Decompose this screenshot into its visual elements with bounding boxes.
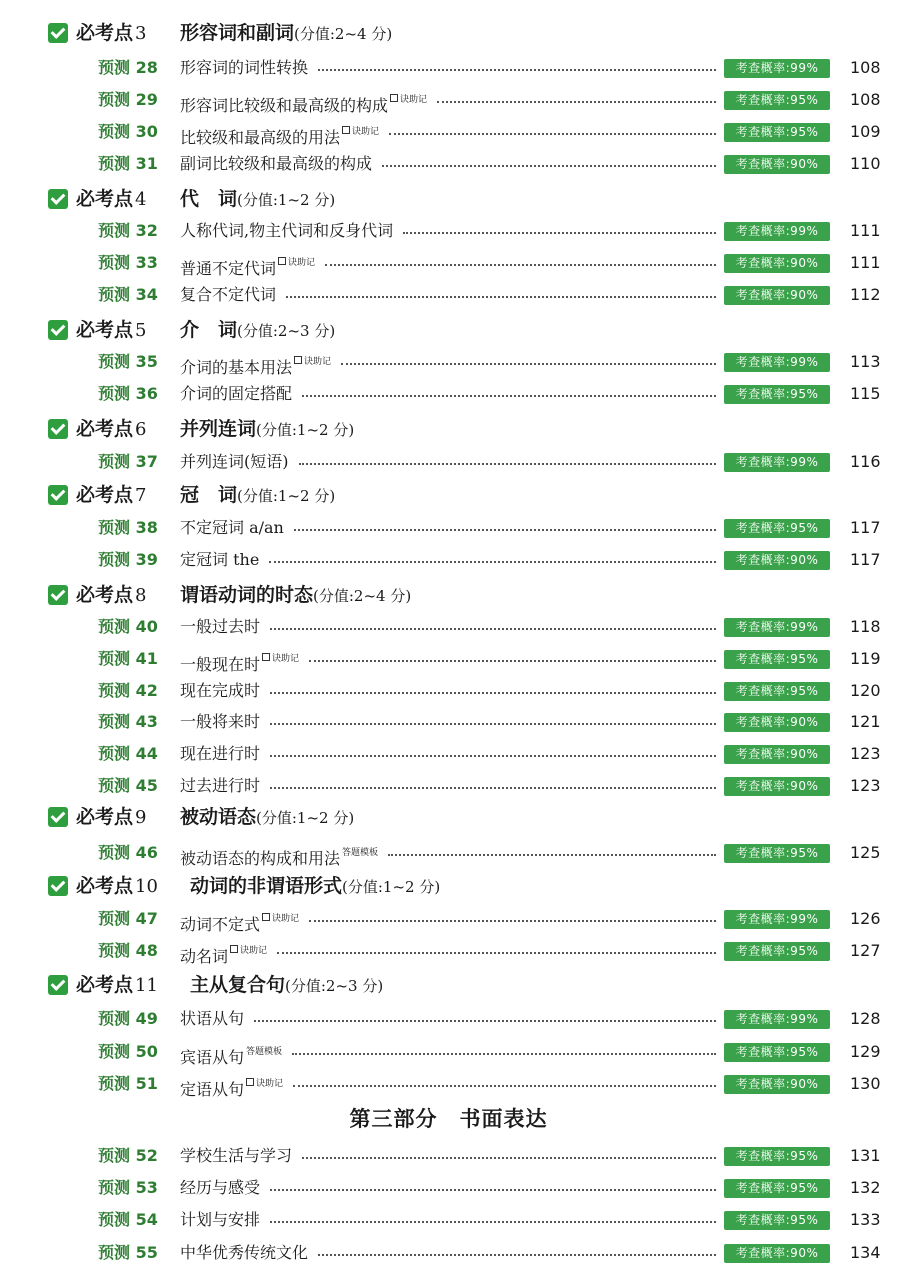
page-number: 127 xyxy=(850,941,881,960)
entry-title-text: 介词的基本用法 xyxy=(180,358,293,377)
prediction-number: 预测 39 xyxy=(98,550,158,569)
section-heading xyxy=(0,968,897,1002)
dot-leader xyxy=(318,1254,716,1256)
dot-leader xyxy=(254,1020,716,1022)
toc-entry[interactable] xyxy=(0,85,897,115)
probability-badge: 考查概率:90% xyxy=(724,1075,830,1094)
page-number: 119 xyxy=(850,649,881,668)
entry-title-text: 动名词 xyxy=(180,947,229,966)
probability-badge: 考查概率:95% xyxy=(724,682,830,701)
section-heading xyxy=(0,578,897,612)
page-number: 121 xyxy=(850,712,881,731)
entry-title-text: 比较级和最高级的用法 xyxy=(180,128,341,147)
page-number: 131 xyxy=(850,1146,881,1165)
probability-badge: 考查概率:90% xyxy=(724,745,830,764)
prediction-number: 预测 54 xyxy=(98,1210,158,1229)
entry-title-text: 计划与安排 xyxy=(180,1210,261,1229)
section-number: 3 xyxy=(135,23,147,44)
entry-title xyxy=(180,904,299,940)
entry-title xyxy=(180,53,308,83)
entry-title xyxy=(180,85,427,121)
section-heading xyxy=(0,800,897,834)
section-label xyxy=(76,578,146,613)
probability-badge: 考查概率:99% xyxy=(724,222,830,241)
checkbox-icon xyxy=(48,807,68,827)
page-number: 132 xyxy=(850,1178,881,1197)
page-number: 117 xyxy=(850,550,881,569)
section-number: 5 xyxy=(135,320,147,341)
page-number: 116 xyxy=(850,452,881,471)
section-label xyxy=(76,869,158,904)
entry-title xyxy=(180,117,379,153)
entry-title-text: 一般过去时 xyxy=(180,617,261,636)
probability-badge: 考查概率:95% xyxy=(724,942,830,961)
prediction-number: 预测 45 xyxy=(98,776,158,795)
entry-title xyxy=(180,545,259,575)
entry-title-text: 介词的固定搭配 xyxy=(180,384,293,403)
entry-title xyxy=(180,1238,308,1268)
mnemonic-tag: 诀助记 xyxy=(294,357,331,367)
entry-title-text: 复合不定代词 xyxy=(180,285,277,304)
probability-badge: 考查概率:95% xyxy=(724,1179,830,1198)
probability-badge: 考查概率:95% xyxy=(724,91,830,110)
toc-entry[interactable] xyxy=(0,644,897,674)
toc-entry[interactable] xyxy=(0,676,897,706)
dot-leader xyxy=(270,692,716,694)
section-score: (分值:1~2 分) xyxy=(342,878,441,896)
prediction-number: 预测 32 xyxy=(98,221,158,240)
toc-entry[interactable] xyxy=(0,447,897,477)
mnemonic-tag: 诀助记 xyxy=(390,95,427,105)
probability-badge: 考查概率:95% xyxy=(724,1043,830,1062)
prediction-number: 预测 53 xyxy=(98,1178,158,1197)
mnemonic-tag: 诀助记 xyxy=(230,946,267,956)
section-label xyxy=(76,412,146,447)
probability-badge: 考查概率:99% xyxy=(724,618,830,637)
mnemonic-tag: 诀助记 xyxy=(278,258,315,268)
mnemonic-tag: 答题模板 xyxy=(342,848,379,858)
section-title xyxy=(180,578,411,613)
entry-title-text: 状语从句 xyxy=(180,1009,245,1028)
part-three-heading: 第三部分 书面表达 xyxy=(349,1107,548,1131)
page-number: 113 xyxy=(850,352,881,371)
dot-leader xyxy=(292,1053,716,1055)
mnemonic-tag: 答题模板 xyxy=(246,1047,283,1057)
checkbox-icon xyxy=(48,320,68,340)
page-number: 112 xyxy=(850,285,881,304)
prediction-number: 预测 29 xyxy=(98,90,158,109)
dot-leader xyxy=(299,463,717,465)
entry-title xyxy=(180,707,260,737)
section-score: (分值:2~4 分) xyxy=(294,25,393,43)
toc-entry[interactable] xyxy=(0,771,897,801)
probability-badge: 考查概率:99% xyxy=(724,1010,830,1029)
dot-leader xyxy=(277,952,716,954)
toc-entry[interactable] xyxy=(0,53,897,83)
entry-title-text: 形容词比较级和最高级的构成 xyxy=(180,96,389,115)
dot-leader xyxy=(270,723,716,725)
entry-title-text: 定语从句 xyxy=(180,1080,245,1099)
entry-title xyxy=(180,513,284,543)
entry-title xyxy=(180,1037,282,1073)
section-heading xyxy=(0,182,897,216)
page-number: 126 xyxy=(850,909,881,928)
dot-leader xyxy=(302,1157,716,1159)
section-title-text: 冠 词 xyxy=(180,484,238,506)
toc-entry[interactable] xyxy=(0,1037,897,1067)
probability-badge: 考查概率:90% xyxy=(724,777,830,796)
section-title xyxy=(180,478,335,513)
toc-entry[interactable] xyxy=(0,739,897,769)
probability-badge: 考查概率:95% xyxy=(724,1147,830,1166)
entry-title-text: 学校生活与学习 xyxy=(180,1146,293,1165)
section-title-text: 谓语动词的时态 xyxy=(180,584,314,606)
prediction-number: 预测 28 xyxy=(98,58,158,77)
mnemonic-tag: 诀助记 xyxy=(342,127,379,137)
dot-leader xyxy=(403,232,716,234)
section-label xyxy=(76,800,146,835)
section-label xyxy=(76,182,146,217)
dot-leader xyxy=(325,264,716,266)
toc-entry[interactable] xyxy=(0,117,897,147)
page-number: 118 xyxy=(850,617,881,636)
prediction-number: 预测 38 xyxy=(98,518,158,537)
prediction-number: 预测 51 xyxy=(98,1074,158,1093)
toc-entry[interactable] xyxy=(0,1173,897,1203)
prediction-number: 预测 42 xyxy=(98,681,158,700)
page-number: 108 xyxy=(850,90,881,109)
probability-badge: 考查概率:95% xyxy=(724,650,830,669)
dot-leader xyxy=(302,395,716,397)
mnemonic-tag: 诀助记 xyxy=(246,1079,283,1089)
page-number: 134 xyxy=(850,1243,881,1262)
probability-badge: 考查概率:90% xyxy=(724,254,830,273)
section-number: 4 xyxy=(135,189,147,210)
section-title xyxy=(190,968,383,1003)
toc-entry[interactable] xyxy=(0,838,897,868)
section-label-text: 必考点 xyxy=(76,584,134,606)
entry-title xyxy=(180,447,289,477)
entry-title-text: 过去进行时 xyxy=(180,776,261,795)
checkbox-icon xyxy=(48,485,68,505)
prediction-number: 预测 44 xyxy=(98,744,158,763)
entry-title-text: 不定冠词 a/an xyxy=(180,518,284,537)
probability-badge: 考查概率:90% xyxy=(724,713,830,732)
section-number: 8 xyxy=(135,585,147,606)
section-title-text: 并列连词 xyxy=(180,418,257,440)
toc-entry[interactable] xyxy=(0,1238,897,1268)
section-heading xyxy=(0,869,897,903)
probability-badge: 考查概率:99% xyxy=(724,910,830,929)
entry-title-text: 定冠词 the xyxy=(180,550,260,569)
section-score: (分值:2~3 分) xyxy=(237,322,336,340)
entry-title-text: 一般将来时 xyxy=(180,712,261,731)
entry-title-text: 经历与感受 xyxy=(180,1178,261,1197)
probability-badge: 考查概率:99% xyxy=(724,353,830,372)
dot-leader xyxy=(286,296,716,298)
dot-leader xyxy=(294,529,716,531)
page-number: 111 xyxy=(850,221,881,240)
toc-entry[interactable] xyxy=(0,612,897,642)
probability-badge: 考查概率:95% xyxy=(724,1211,830,1230)
dot-leader xyxy=(293,1085,716,1087)
section-label-text: 必考点 xyxy=(76,418,134,440)
entry-title-text: 中华优秀传统文化 xyxy=(180,1243,309,1262)
page-number: 115 xyxy=(850,384,881,403)
checkbox-icon xyxy=(48,419,68,439)
section-number: 10 xyxy=(135,876,158,897)
toc-entry[interactable] xyxy=(0,1205,897,1235)
entry-title xyxy=(180,280,276,310)
probability-badge: 考查概率:95% xyxy=(724,844,830,863)
page-number: 123 xyxy=(850,776,881,795)
section-title-text: 介 词 xyxy=(180,319,238,341)
prediction-number: 预测 35 xyxy=(98,352,158,371)
checkbox-icon xyxy=(48,23,68,43)
toc-entry[interactable] xyxy=(0,936,897,966)
section-label-text: 必考点 xyxy=(76,319,134,341)
section-title xyxy=(180,182,335,217)
mnemonic-tag: 诀助记 xyxy=(262,914,299,924)
prediction-number: 预测 33 xyxy=(98,253,158,272)
section-score: (分值:2~3 分) xyxy=(285,977,384,995)
page-number: 108 xyxy=(850,58,881,77)
probability-badge: 考查概率:99% xyxy=(724,453,830,472)
entry-title xyxy=(180,644,299,680)
entry-title xyxy=(180,1069,283,1105)
dot-leader xyxy=(341,363,716,365)
dot-leader xyxy=(389,133,716,135)
section-label xyxy=(76,16,146,51)
entry-title xyxy=(180,771,260,801)
entry-title-text: 被动语态的构成和用法 xyxy=(180,849,341,868)
probability-badge: 考查概率:90% xyxy=(724,551,830,570)
toc-entry[interactable] xyxy=(0,248,897,278)
section-label-text: 必考点 xyxy=(76,22,134,44)
entry-title-text: 动词不定式 xyxy=(180,915,261,934)
section-score: (分值:2~4 分) xyxy=(313,587,412,605)
page-number: 111 xyxy=(850,253,881,272)
page-number: 110 xyxy=(850,154,881,173)
toc-entry[interactable] xyxy=(0,347,897,377)
section-label-text: 必考点 xyxy=(76,188,134,210)
probability-badge: 考查概率:99% xyxy=(724,59,830,78)
section-title-text: 主从复合句 xyxy=(190,974,286,996)
probability-badge: 考查概率:95% xyxy=(724,123,830,142)
prediction-number: 预测 36 xyxy=(98,384,158,403)
prediction-number: 预测 47 xyxy=(98,909,158,928)
probability-badge: 考查概率:95% xyxy=(724,385,830,404)
prediction-number: 预测 55 xyxy=(98,1243,158,1262)
section-score: (分值:1~2 分) xyxy=(256,421,355,439)
prediction-number: 预测 49 xyxy=(98,1009,158,1028)
page-number: 123 xyxy=(850,744,881,763)
entry-title xyxy=(180,248,315,284)
toc-entry[interactable] xyxy=(0,1069,897,1099)
entry-title-text: 并列连词(短语) xyxy=(180,452,289,471)
entry-title xyxy=(180,1173,260,1203)
section-title xyxy=(180,412,354,447)
page-number: 120 xyxy=(850,681,881,700)
toc-entry[interactable] xyxy=(0,216,897,246)
section-title xyxy=(190,869,440,904)
section-title-text: 形容词和副词 xyxy=(180,22,295,44)
page-number: 125 xyxy=(850,843,881,862)
entry-title-text: 一般现在时 xyxy=(180,655,261,674)
prediction-number: 预测 30 xyxy=(98,122,158,141)
section-title-text: 代 词 xyxy=(180,188,238,210)
toc-entry[interactable] xyxy=(0,1004,897,1034)
dot-leader xyxy=(382,165,716,167)
section-label xyxy=(76,313,146,348)
toc-entry[interactable] xyxy=(0,1141,897,1171)
entry-title-text: 宾语从句 xyxy=(180,1048,245,1067)
dot-leader xyxy=(437,101,716,103)
checkbox-icon xyxy=(48,585,68,605)
page-number: 133 xyxy=(850,1210,881,1229)
dot-leader xyxy=(270,628,716,630)
section-label-text: 必考点 xyxy=(76,875,134,897)
prediction-number: 预测 43 xyxy=(98,712,158,731)
page-number: 117 xyxy=(850,518,881,537)
entry-title-text: 形容词的词性转换 xyxy=(180,58,309,77)
section-heading xyxy=(0,313,897,347)
entry-title-text: 普通不定代词 xyxy=(180,259,277,278)
entry-title-text: 现在完成时 xyxy=(180,681,261,700)
section-title xyxy=(180,800,354,835)
section-number: 9 xyxy=(135,807,147,828)
prediction-number: 预测 48 xyxy=(98,941,158,960)
entry-title xyxy=(180,612,260,642)
section-label-text: 必考点 xyxy=(76,974,134,996)
entry-title xyxy=(180,379,292,409)
dot-leader xyxy=(318,69,716,71)
section-label-text: 必考点 xyxy=(76,806,134,828)
section-heading xyxy=(0,412,897,446)
dot-leader xyxy=(269,561,716,563)
entry-title xyxy=(180,936,267,972)
section-label-text: 必考点 xyxy=(76,484,134,506)
toc-entry[interactable] xyxy=(0,545,897,575)
section-score: (分值:1~2 分) xyxy=(256,809,355,827)
section-heading xyxy=(0,478,897,512)
dot-leader xyxy=(309,660,716,662)
toc-entry[interactable] xyxy=(0,707,897,737)
entry-title-text: 人称代词,物主代词和反身代词 xyxy=(180,221,394,240)
prediction-number: 预测 31 xyxy=(98,154,158,173)
section-title xyxy=(180,313,335,348)
dot-leader xyxy=(388,854,716,856)
prediction-number: 预测 37 xyxy=(98,452,158,471)
dot-leader xyxy=(270,787,716,789)
toc-entry[interactable] xyxy=(0,904,897,934)
entry-title-text: 副词比较级和最高级的构成 xyxy=(180,154,373,173)
entry-title xyxy=(180,739,260,769)
page-number: 129 xyxy=(850,1042,881,1061)
probability-badge: 考查概率:90% xyxy=(724,1244,830,1263)
toc-entry[interactable] xyxy=(0,149,897,179)
section-score: (分值:1~2 分) xyxy=(237,191,336,209)
prediction-number: 预测 41 xyxy=(98,649,158,668)
checkbox-icon xyxy=(48,975,68,995)
entry-title xyxy=(180,216,393,246)
toc-entry[interactable] xyxy=(0,379,897,409)
entry-title xyxy=(180,149,372,179)
entry-title xyxy=(180,1141,292,1171)
section-number: 11 xyxy=(135,975,158,996)
section-number: 7 xyxy=(135,485,147,506)
section-label xyxy=(76,478,146,513)
section-score: (分值:1~2 分) xyxy=(237,487,336,505)
section-title xyxy=(180,16,392,51)
entry-title xyxy=(180,676,260,706)
entry-title xyxy=(180,1205,260,1235)
entry-title-text: 现在进行时 xyxy=(180,744,261,763)
dot-leader xyxy=(270,755,716,757)
section-label xyxy=(76,968,158,1003)
section-title-text: 动词的非谓语形式 xyxy=(190,875,343,897)
section-number: 6 xyxy=(135,419,147,440)
dot-leader xyxy=(270,1189,716,1191)
page-number: 128 xyxy=(850,1009,881,1028)
prediction-number: 预测 46 xyxy=(98,843,158,862)
page-number: 109 xyxy=(850,122,881,141)
page-number: 130 xyxy=(850,1074,881,1093)
mnemonic-tag: 诀助记 xyxy=(262,654,299,664)
probability-badge: 考查概率:95% xyxy=(724,519,830,538)
toc-entry[interactable] xyxy=(0,280,897,310)
section-title-text: 被动语态 xyxy=(180,806,257,828)
section-heading xyxy=(0,16,897,50)
prediction-number: 预测 34 xyxy=(98,285,158,304)
checkbox-icon xyxy=(48,189,68,209)
probability-badge: 考查概率:90% xyxy=(724,286,830,305)
dot-leader xyxy=(270,1221,716,1223)
prediction-number: 预测 40 xyxy=(98,617,158,636)
prediction-number: 预测 50 xyxy=(98,1042,158,1061)
toc-entry[interactable] xyxy=(0,513,897,543)
entry-title xyxy=(180,1004,244,1034)
entry-title xyxy=(180,347,331,383)
checkbox-icon xyxy=(48,876,68,896)
prediction-number: 预测 52 xyxy=(98,1146,158,1165)
dot-leader xyxy=(309,920,716,922)
probability-badge: 考查概率:90% xyxy=(724,155,830,174)
